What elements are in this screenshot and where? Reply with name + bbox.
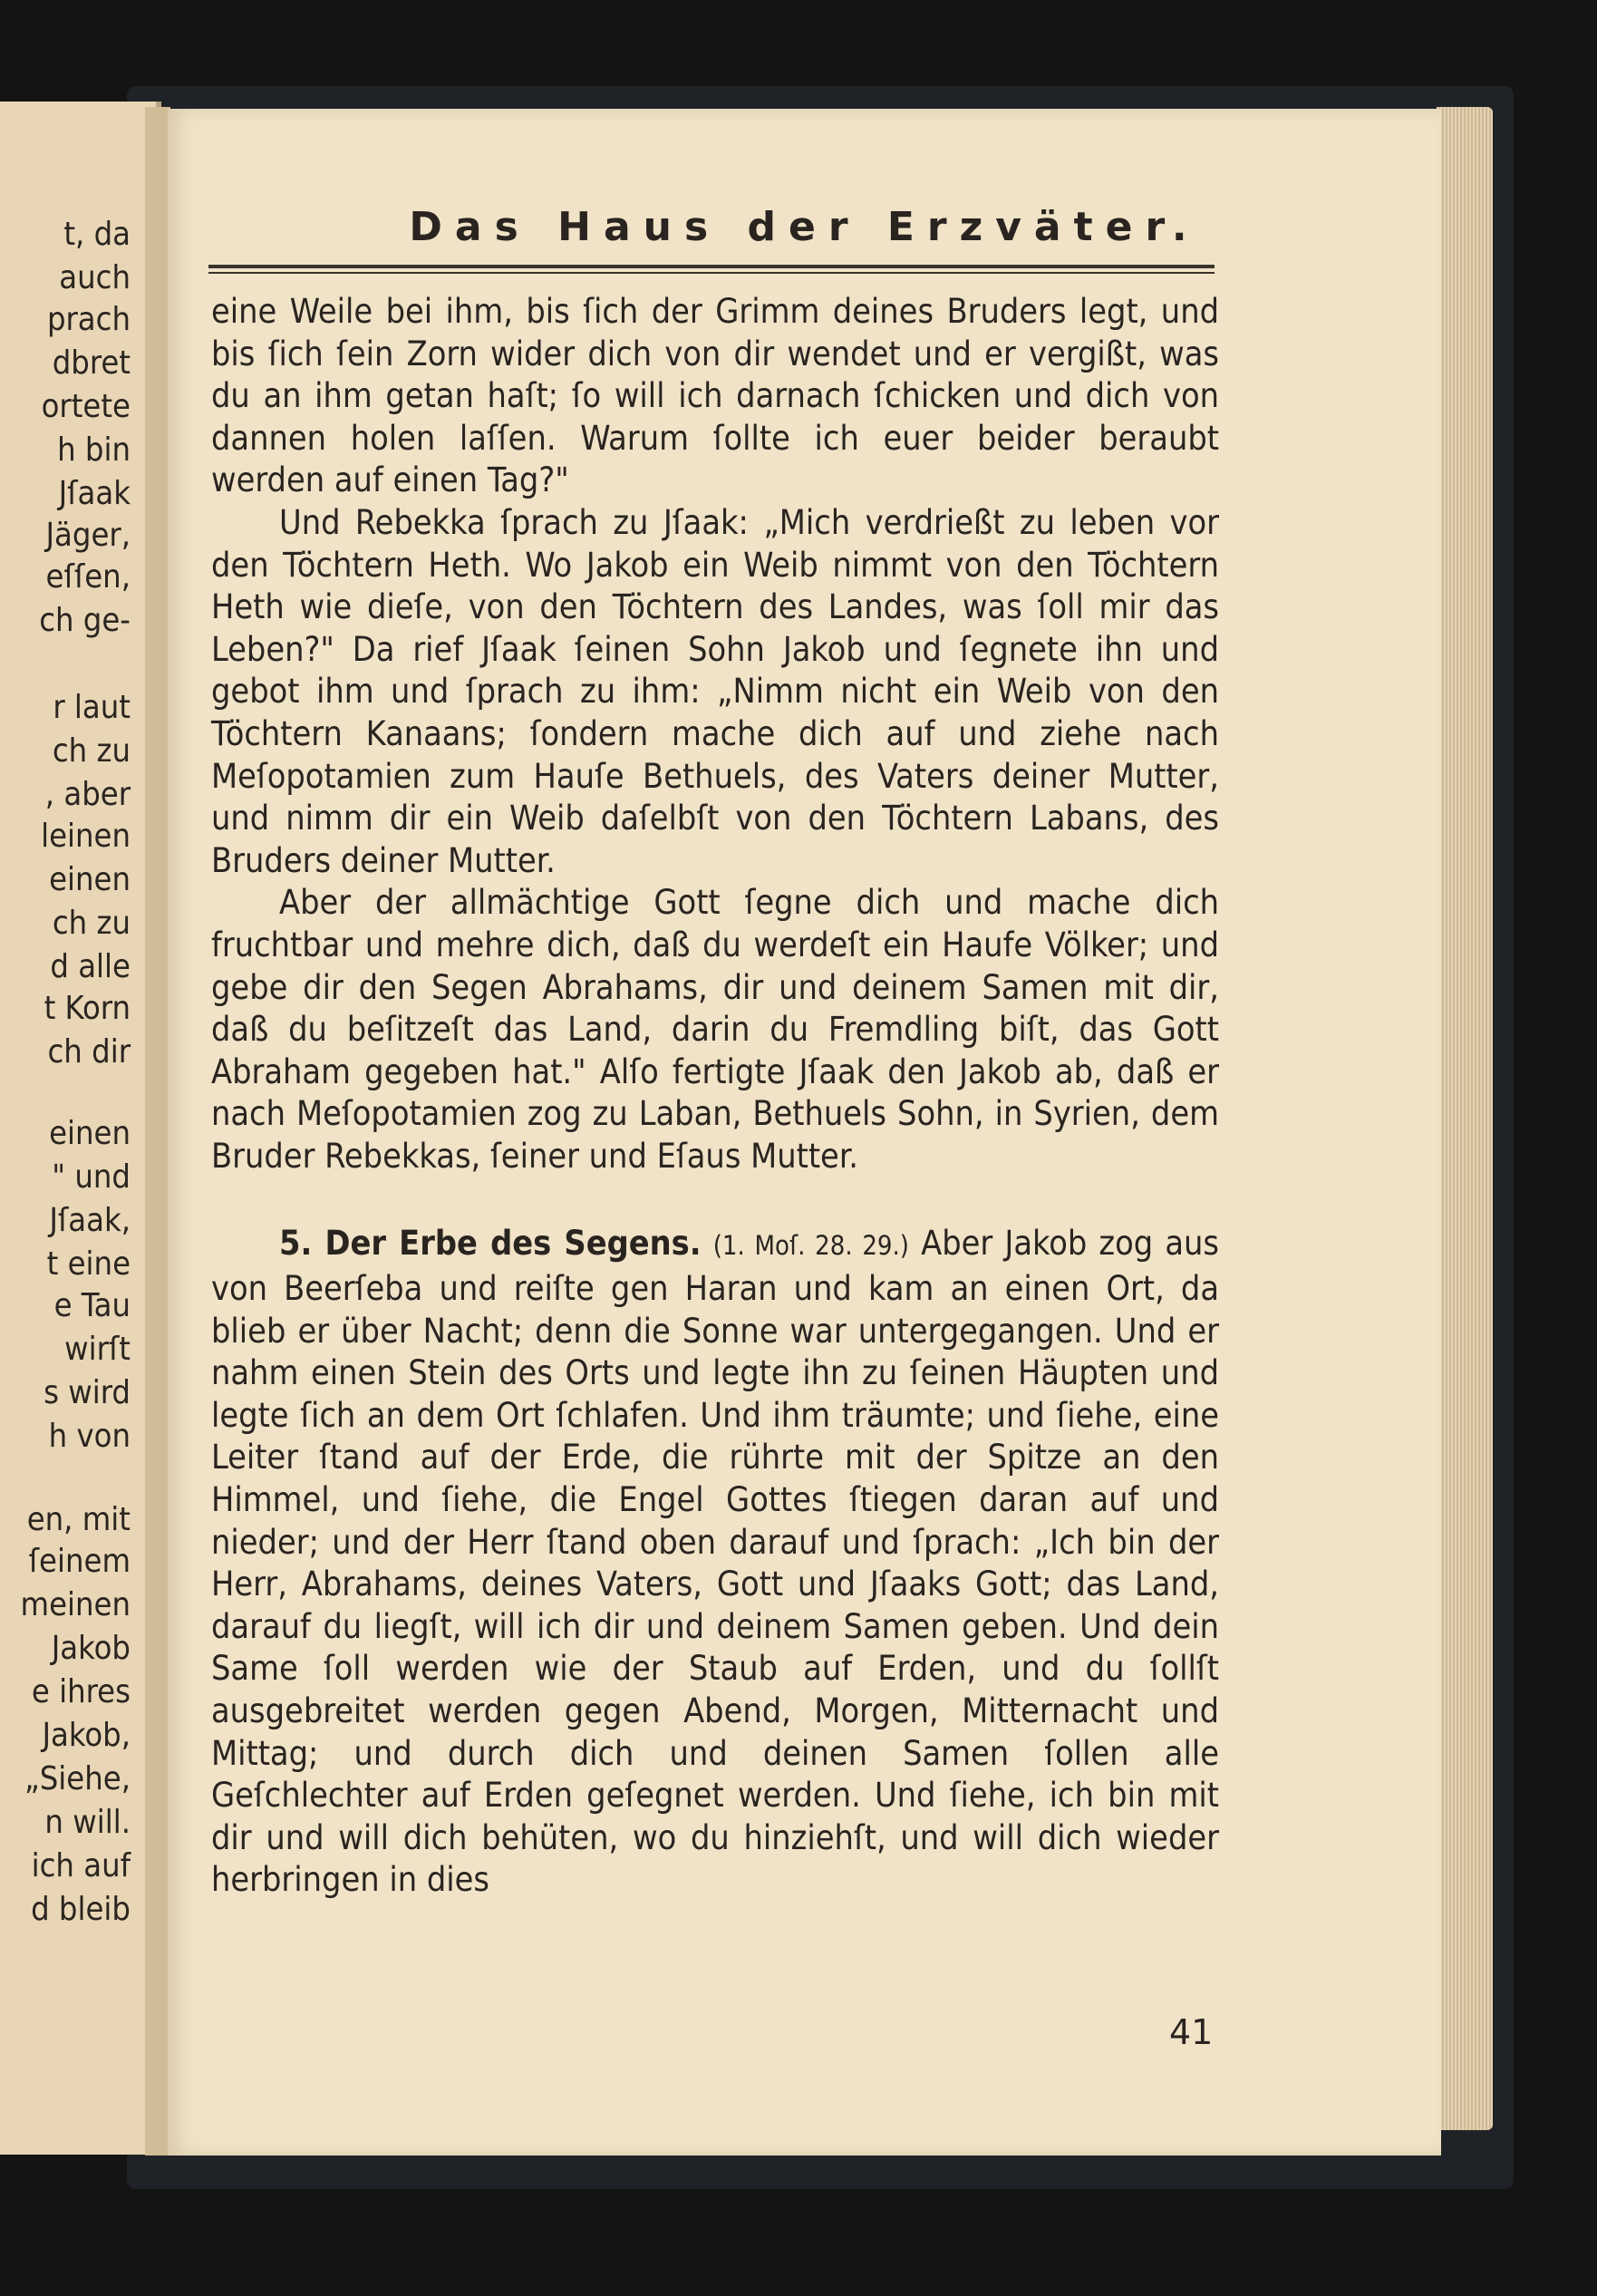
left-page-fragment: t Korn	[44, 990, 131, 1027]
left-page-fragment: h von	[48, 1418, 131, 1455]
left-page-fragment: prach	[46, 301, 131, 338]
header-rule	[208, 265, 1215, 268]
left-page-fragment: d bleib	[31, 1891, 131, 1928]
left-page-fragment: ch dir	[47, 1033, 131, 1070]
left-page-fragment: n will.	[44, 1804, 131, 1841]
left-page-fragment: t, da	[63, 216, 131, 253]
section-body: Aber Jakob zog aus von Beerſeba und reiſte gen Haran und kam an einen Ort, da blieb er über Nacht; denn die Sonne war untergegangen. Und er nahm einen Stein des Orts und legte ihn zu ſeinen Häupten und legte ſich an dem Ort ſchlafen. Und ihm träumte; und ſiehe, eine Leiter ſtand auf der Erde, die rührte mit der Spitze an den Himmel, und ſiehe, die Engel Gottes ſtiegen daran auf und nieder; und der Herr ſtand oben darauf und ſprach: „Ich bin der Herr, Abrahams, deines Vaters, Gott und Jſaaks Gott; das Land, darauf du liegſt, will ich dir und deinem Samen geben. Und dein Same ſoll werden wie der Staub auf Erden, und du ſollſt ausgebreitet werden gegen Abend, Morgen, Mitternacht und Mittag; und durch dich und deinen Samen ſollen alle Geſchlechter auf Erden geſegnet werden. Und ſiehe, ich bin mit dir und will dich behüten, wo du hinziehſt, und will dich wieder herbringen in dies	[211, 1223, 1219, 1900]
left-page-fragment: en, mit	[26, 1501, 131, 1538]
left-page-fragment: Jäger,	[45, 517, 131, 554]
book-gutter	[145, 107, 170, 2156]
left-page-fragment: ch ge-	[39, 602, 131, 639]
left-page-fragment: t eine	[46, 1245, 131, 1283]
left-page-fragment: ortete	[41, 388, 131, 425]
page-number: 41	[1169, 2012, 1214, 2052]
left-page-fragment: d alle	[50, 948, 131, 985]
page-edges	[1437, 107, 1493, 2130]
paragraph-1: eine Weile bei ihm, bis ſich der Grimm deines Bruders legt, und bis ſich ſein Zorn wider dich von dir wendet und er vergißt, was du an ihm getan haſt; ſo will ich darnach ſchicken und dich von dannen holen laſſen. Warum ſollte ich euer beider beraubt werden auf einen Tag?"	[211, 291, 1219, 500]
left-page-fragment: Jſaak	[58, 475, 131, 512]
left-page-text-fragments	[0, 102, 156, 2155]
left-page-fragment: ſeinem	[28, 1543, 131, 1580]
running-header: Das Haus der Erzväter.	[409, 204, 1200, 250]
left-page-fragment: wirſt	[64, 1331, 131, 1368]
left-page-fragment: „Siehe,	[24, 1760, 131, 1797]
left-page-fragment: Jakob,	[42, 1717, 131, 1754]
body-text	[211, 290, 1219, 1901]
section-heading: 5. Der Erbe des Segens.	[279, 1223, 702, 1264]
left-page-fragment: eſſen,	[45, 558, 131, 596]
left-page-fragment: einen	[49, 861, 131, 898]
scripture-reference: (1. Moſ. 28. 29.)	[712, 1230, 909, 1262]
left-page-fragment: auch	[59, 259, 131, 296]
left-page-fragment: h bin	[57, 431, 131, 469]
left-page-fragment: e ihres	[31, 1673, 131, 1710]
paragraph-2: Und Rebekka ſprach zu Jſaak: „Mich verdrießt zu leben vor den Töchtern Heth. Wo Jakob ein Weib nimmt von den Töchtern Heth wie dieſe, von den Töchtern des Landes, was ſoll mir das Leben?" Da rief Jſaak ſeinen Sohn Jakob und ſegnete ihn und gebot ihm und ſprach zu ihm: „Nimm nicht ein Weib von den Töchtern Kanaans; ſondern mache dich auf und ziehe nach Meſopotamien zum Hauſe Bethuels, des Vaters deiner Mutter, und nimm dir ein Weib daſelbſt von den Töchtern Labans, des Bruders deiner Mutter.	[211, 501, 1219, 880]
left-page-fragment: e Tau	[53, 1287, 131, 1324]
left-page-fragment: ch zu	[52, 905, 131, 942]
left-page-fragment: s wird	[44, 1374, 131, 1411]
left-page-fragment: r laut	[53, 689, 131, 726]
left-page-fragment: einen	[49, 1115, 131, 1152]
left-page-fragment: , aber	[44, 776, 131, 813]
left-page-fragment: ch zu	[52, 732, 131, 770]
left-page-fragment: meinen	[20, 1586, 131, 1623]
left-page-fragment: ich auf	[31, 1847, 131, 1884]
right-page	[168, 109, 1441, 2156]
paragraph-3: Aber der allmächtige Gott ſegne dich und mache dich fruchtbar und mehre dich, daß du werdeſt ein Haufe Völker; und gebe dir den Segen Abrahams, dir und deinem Samen mit dir, daß du beſitzeſt das Land, darin du Fremdling biſt, das Gott Abraham gegeben hat." Alſo fertigte Jſaak den Jakob ab, daß er nach Meſopotamien zog zu Laban, Bethuels Sohn, in Syrien, dem Bruder Rebekkas, ſeiner und Eſaus Mutter.	[211, 882, 1219, 1176]
left-page-fragment: Jakob	[51, 1630, 131, 1667]
left-page-fragment: leinen	[41, 818, 131, 855]
left-page-fragment: Jſaak,	[49, 1202, 131, 1239]
left-page-fragment: " und	[52, 1158, 131, 1196]
left-page	[0, 102, 161, 2155]
left-page-fragment: dbret	[52, 344, 131, 382]
paragraph-4	[211, 1222, 1219, 1901]
header-rule-thin	[208, 272, 1215, 274]
